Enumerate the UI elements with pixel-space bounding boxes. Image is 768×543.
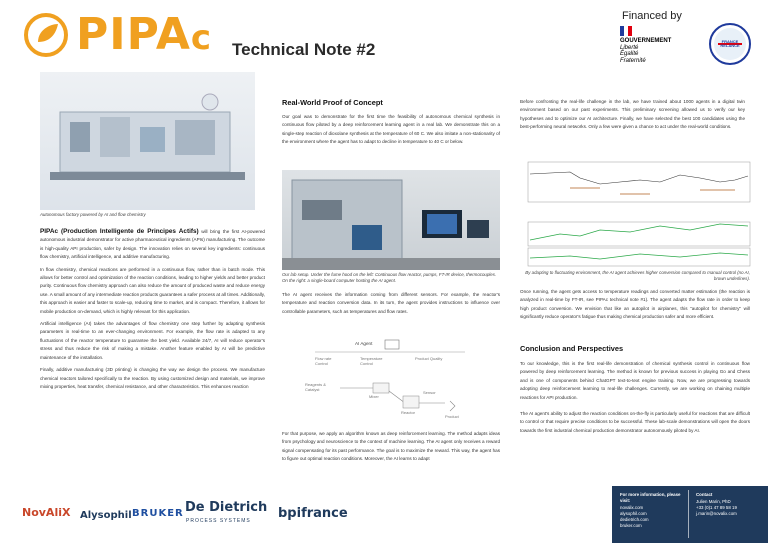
contact-line: +33 (0)1 47 89 58 19: [696, 505, 737, 510]
poc-heading: Real-World Proof of Concept: [282, 98, 383, 107]
left-text-column: [40, 228, 265, 391]
diagram-reagents-label: Reagents & Catalyst: [305, 382, 326, 392]
more-info-label: For more information, please visit:: [620, 492, 681, 503]
footer-link[interactable]: dedietrich.com: [620, 517, 649, 522]
diagram-product-label: Product: [445, 414, 459, 419]
footer-logos: [0, 488, 600, 543]
diagram-flow-rate-label: Flow rate Control: [315, 356, 332, 366]
ai-agent-diagram: [305, 338, 475, 423]
performance-charts: [520, 160, 752, 268]
pipac-logo: [20, 10, 220, 60]
logo-wordmark: PIPAc: [76, 9, 213, 60]
conclusion-paragraph: To our knowledge, this is the first real-life demonstration of chemical synthesis control in continuous flow powered by deep reinforcement learning. The method is known for previous success in playing Go and Chess and is one of components behind ChatGPT text-to-text engine training. Now, we are progressing towards adopting deep reinforcement learning to real-life challenges. Currently, we are working on chaining multiple reactions for API production.: [520, 361, 750, 400]
diagram-reactor-label: Reactor: [401, 410, 416, 415]
diagram-sensor-label: Sensor: [423, 390, 436, 395]
chart-caption: By adapting to fluctuating environment, the AI agent achieves higher conversion compared to manual control (no AI, brown underlines).: [525, 270, 750, 281]
lab-photo: [282, 170, 500, 270]
gouvernement-logo: GOUVERNEMENT Liberté Égalité Fraternité: [620, 26, 710, 66]
conclusion-heading: Conclusion and Perspectives: [520, 344, 624, 353]
drl-paragraph: For that purpose, we apply an algorithm known as deep reinforcement learning. The method adapts ideas from psychology and neuroscience to the context of machine learning. The AI agent only receives a reward signal compensating for its past performance. The goal is to maximize the reward. This way, the agent has to figure out optimal reaction conditions. Moreover, the AI learns to adapt: [282, 431, 500, 462]
agent-sensors-paragraph: The AI agent receives the information coming from different sensors. For example, the reactor's temperature and reaction conversion data. In its turn, the agent provides instructions to influence over controllable parameters, such as temperatures and flow rates.: [282, 292, 500, 314]
bruker-logo: BRUKER: [132, 508, 184, 519]
additive-manufacturing-paragraph: Finally, additive manufacturing (3D printing) is changing the way we design the process. We manufacture chemical reactors tailored specifically to the reaction. By using customized design and materials, we improve mixing properties, heat transfer, chemical resistance, and other characteristics. This enhances reaction: [40, 367, 265, 389]
contact-line[interactable]: j.marin@novalix.com: [696, 511, 737, 516]
financed-by-label: Financed by: [622, 10, 682, 22]
factory-illustration: [40, 72, 255, 210]
footer-link[interactable]: alysophil.com: [620, 511, 647, 516]
bpifrance-logo: bpifrance: [278, 506, 348, 521]
poc-paragraph: Our goal was to demonstrate for the first time the feasibility of autonomous chemical synthesis in continuous flow piloted by a deep reinforcement learning agent in a real lab. We demonstrate this on a single-step reaction of dioxolane synthesis at the temperature of 60 C. We also imitate a non-stationarity of the environment where the agent has to adapt to decline in temperature to 40 C or below.: [282, 114, 500, 145]
footer-link[interactable]: novalix.com: [620, 505, 644, 510]
perspectives-paragraph: The AI agent's ability to adjust the reaction conditions on-the-fly is particularly useful for reactions that are difficult to control or that require precise conditions to be successful. These lab-scale demonstrations will open the doors towards the first industrial chemical production demonstrator autonomously piloted by AI.: [520, 411, 750, 433]
flow-chemistry-paragraph: In flow chemistry, chemical reactions are performed in a continuous flow, rather than in batch mode. This allows for better control and optimization of the reaction conditions, leading to higher yields and better product purity. Continuous flow chemistry approach can also reduce the amount of produced waste and reduce energy use. A small amount of any intermediate reaction products guarantees a safer process at all times. Additionally, this approach is easier and faster to scale-up, reducing time to market, and is compact. Therefore, it allows for mobile production on-demand, which is highly relevant for this application.: [40, 266, 265, 314]
dedietrich-logo: De Dietrich: [185, 500, 268, 515]
digital-twin-paragraph: Before confronting the real-life challenge in the lab, we have trained about 1000 agents in a digital twin environment based on our past experiments. This preliminary screening allowed us to verify our key hypotheses and to optimize our AI architecture. Finally, we have selected the best 100 candidates using the best-performing neural networks. Only a few were given a chance to act under the real-world conditions.: [520, 99, 745, 130]
contact-title: Contact: [696, 492, 713, 497]
diagram-quality-label: Product Quality: [415, 356, 443, 361]
footer-link[interactable]: bruker.com: [620, 523, 642, 528]
diagram-temperature-label: Temperature Control: [360, 356, 383, 366]
france-relance-logo: FRANCE RELANCE: [708, 22, 752, 66]
diagram-agent-label: AI Agent: [355, 341, 373, 346]
footer-contact-panel: [612, 486, 768, 543]
alysophil-logo: Alysophil: [80, 510, 132, 521]
middle-top: [282, 98, 500, 147]
ai-paragraph: Artificial intelligence (AI) takes the advantages of flow chemistry one step further by adapting synthesis parameters in real-time to an ever-changing environment. For example, the flow rate is adapted to any fluctuations of the reactor temperature to guarantee the best yield. Available 24/7, AI will reduce operator's stress and thus reduce the risk of making a mistake. Another feature enabled by AI will be predictive maintenance of the installation.: [40, 321, 265, 360]
intro-paragraph: PIPAc (Production Intelligente de Principes Actifs) will bring the first AI-powered autonomous industrial demonstrator for active pharmaceutical ingredients (APIs) manufacturing. The outcome is high-quality API production, safer by design. The innovation relies on several key ingredients: continuous flow chemistry, artificial intelligence, and additive manufacturing.: [40, 228, 265, 260]
diagram-mixer-label: Mixer: [369, 394, 379, 399]
process-systems-label: PROCESS SYSTEMS: [186, 518, 251, 524]
agent-adapts-paragraph: Once running, the agent gets access to temperature readings and converted matter estimation (the reaction is analyzed in real-time by FT-IR, see PIPAc technical note #1). The agent adapts the flow rate in order to keep high product conversion. We envision that like an autopilot in airplanes, this "autopilot for chemistry" will significantly reduce operator's fatigue thus making chemical production safer and more efficient.: [520, 289, 750, 320]
novalix-logo: NovAliX: [22, 506, 71, 519]
page-title: Technical Note #2: [232, 40, 376, 59]
factory-caption: Autonomous factory powered by AI and flow chemistry: [40, 212, 146, 217]
lab-caption: Our lab setup. Under the fume hood on the left: Continuous flow reactor, pumps, FT-IR device, thermocouples. On the right: a single-board computer hosting the AI agent.: [282, 272, 497, 283]
logo-leaf-icon: [20, 12, 74, 58]
contact-line: Julien Marin, PhD: [696, 499, 731, 504]
